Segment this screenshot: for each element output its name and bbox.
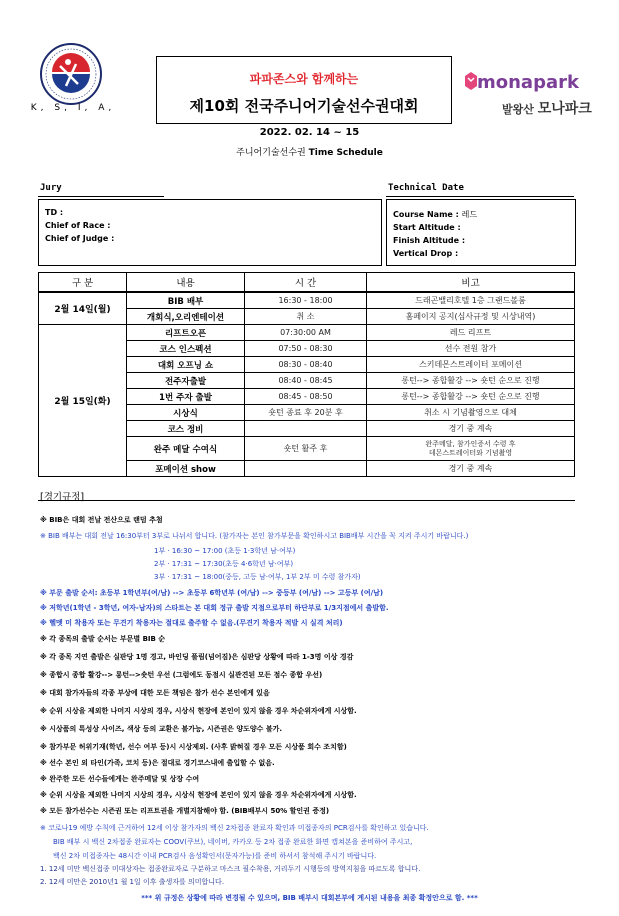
row-event: 리프트오픈	[127, 325, 245, 341]
rule-item: ※ BIB은 대회 전날 전산으로 랜덤 추첨	[40, 516, 163, 524]
row-note: 롱턴--> 종합활강 --> 숏턴 순으로 진행	[367, 389, 575, 405]
covid-notice: BIB 배부 시 백신 2차접종 완료자는 COOV(쿠브), 네이버, 카카오 등 2차 접종 완료한 화면 캡쳐본을 준비하여 주시고,	[53, 838, 413, 846]
monapark-subtitle: 발왕산 모나파크	[502, 101, 592, 117]
schedule-table	[38, 272, 575, 477]
row-note: 스키데몬스트레이터 포메이션	[367, 357, 575, 373]
technical-box	[386, 199, 576, 266]
row-event: 포메이션 show	[127, 461, 245, 477]
row-note: 레드 리프트	[367, 325, 575, 341]
finish-altitude: Finish Altitude :	[393, 236, 466, 245]
rule-item: ※ 참가부문 허위기재(학년, 선수 여부 등)시 시상제외. (사후 밝혀질 경우 모든 시상품 회수 조치함)	[40, 743, 347, 751]
header-time: 시 간	[245, 273, 367, 293]
rule-sub-item: 1부 · 16:30 ~ 17:00 (초등 1·3학년 남·여부)	[154, 547, 296, 555]
row-event: 대회 오프닝 쇼	[127, 357, 245, 373]
row-note: 선수 전원 참가	[367, 341, 575, 357]
covid-notice: 1. 12세 미만 백신접종 미대상자는 접종완료자로 구분하고 마스크 필수착용, 거리두기 시행등의 방역지침을 따르도록 합니다.	[40, 865, 421, 873]
row-time: 08:45 - 08:50	[245, 389, 367, 405]
rule-item: ※ 시상품의 특성상 사이즈, 색상 등의 교환은 불가능, 시즌권은 양도양수 불가.	[40, 725, 283, 733]
row-event: 완주 메달 수여식	[127, 437, 245, 461]
day-1-cell: 2월 14일(월)	[39, 292, 127, 325]
day-2-cell: 2월 15일(화)	[39, 325, 127, 477]
row-time: 취 소	[245, 309, 367, 325]
rule-sub-item: 3부 · 17:31 ~ 18:00(중등, 고등 남·여부, 1부 2부 미 수령 참가자)	[154, 573, 361, 581]
schedule-title: 주니어기술선수권 Time Schedule	[236, 148, 383, 158]
row-event: 개회식,오리엔테이션	[127, 309, 245, 325]
rule-item: ※ 모든 참가선수는 시즌권 또는 리프트권을 개별지참해야 함. (BIB배부시 50% 할인권 증정)	[40, 807, 330, 815]
table-row	[39, 292, 575, 309]
row-note: 완주메달, 참가인증서 수령 후 데몬스트레이터와 기념촬영	[367, 437, 575, 461]
row-time	[245, 461, 367, 477]
row-time: 16:30 - 18:00	[245, 292, 367, 309]
event-date: 2022. 02. 14 ~ 15	[259, 127, 360, 138]
rule-item: ※ 순위 시상을 제외한 나머지 시상의 경우, 시상식 현장에 본인이 있지 않을 경우 차순위자에게 시상함.	[40, 791, 357, 799]
row-event: BIB 배부	[127, 292, 245, 309]
table-header-row	[39, 273, 575, 293]
row-time	[245, 421, 367, 437]
start-altitude: Start Altitude :	[393, 223, 461, 232]
covid-notice: 백신 2차 미접종자는 48시간 이내 PCR검사 음성확인서(문자가능)를 준비 하셔서 참석해 주시기 바랍니다.	[53, 852, 377, 860]
rules-title: [경기규정]	[40, 492, 85, 503]
rule-item: ※ 각 종목 지연 출발은 실판당 1명 경고, 바인딩 풀림(넘어짐)은 심판당 상황에 따라 1-3명 이상 경감	[40, 653, 354, 661]
title-subtitle: 파파존스와 함께하는	[249, 72, 359, 86]
rule-item: ※ 부문 출발 순서: 초등부 1학년부(여/남) --> 초등부 6학년부 (여/남) --> 중등부 (여/남) --> 고등부 (여/남)	[40, 589, 384, 597]
row-event: 전주자출발	[127, 373, 245, 389]
header-category: 구 분	[39, 273, 127, 293]
row-note: 드래곤밸리호텔 1층 그랜드볼룸	[367, 292, 575, 309]
rule-item: ※ 선수 본인 외 타인(가족, 코치 등)은 절대로 경기코스내에 출입할 수 없음.	[40, 759, 275, 767]
rule-item: ※ 대회 참가자들의 각종 부상에 대한 모든 책임은 참가 선수 본인에게 있음	[40, 689, 270, 697]
row-event: 시상식	[127, 405, 245, 421]
header-content: 내용	[127, 273, 245, 293]
row-time: 07:50 - 08:30	[245, 341, 367, 357]
row-event: 1번 주자 출발	[127, 389, 245, 405]
row-note: 경기 중 계속	[367, 421, 575, 437]
title-box	[156, 56, 452, 124]
row-time: 08:30 - 08:40	[245, 357, 367, 373]
rules-underline	[38, 500, 575, 501]
row-note: 취소 시 기념촬영으로 대체	[367, 405, 575, 421]
jury-underline	[38, 196, 164, 197]
technical-label: Technical Date	[388, 183, 464, 193]
row-time: 숏턴 종료 후 20분 후	[245, 405, 367, 421]
row-event: 코스 정비	[127, 421, 245, 437]
course-name: Course Name : 레드	[393, 210, 478, 219]
jury-box	[38, 199, 382, 266]
rule-item: ※ 순위 시상을 제외한 나머지 시상의 경우, 시상식 현장에 본인이 있지 않을 경우 차순위자에게 시상함.	[40, 707, 357, 715]
rule-item: ※ 종합시 종합 활강--> 롱턴-->숏턴 우선 (그럼에도 동점시 실관견된 모든 점수 종합 우선)	[40, 671, 323, 679]
row-note: 롱턴--> 종합활강 --> 숏턴 순으로 진행	[367, 373, 575, 389]
row-time: 07:30:00 AM	[245, 325, 367, 341]
vertical-drop: Vertical Drop :	[393, 249, 459, 258]
page-title: 제10회 전국주니어기술선수권대회	[189, 97, 419, 115]
jury-td: TD :	[45, 208, 64, 217]
table-row	[39, 325, 575, 341]
row-event: 코스 인스펙션	[127, 341, 245, 357]
rule-item: ※ 완주한 모든 선수들에게는 완주메달 및 상장 수여	[40, 775, 200, 783]
row-note: 홈페이지 공지(심사규정 및 시상내역)	[367, 309, 575, 325]
final-notice: *** 위 규정은 상황에 따라 변경될 수 있으며, BIB 배부시 대회본부에 게시된 내용을 최종 확정안으로 함. ***	[141, 894, 478, 902]
row-time: 08:40 - 08:45	[245, 373, 367, 389]
row-time: 숏턴 활주 후	[245, 437, 367, 461]
rule-item: ※ 헬멧 미 착용자 또는 무견기 착용자는 절대로 출주할 수 없음.(무견기 착용자 적발 시 실격 처리)	[40, 619, 343, 627]
covid-notice: ※ 코로나19 예방 수칙에 근거하여 12세 이상 참가자의 백신 2차접종 완료자 확인과 미접종자의 PCR검사를 확인하고 있습니다.	[40, 824, 429, 832]
rule-sub-item: 2부 · 17:31 ~ 17:30(초등 4·6학년 남·여부)	[154, 560, 294, 568]
covid-notice: 2. 12세 미만은 2010년1 월 1일 이후 출생자를 의미합니다.	[40, 878, 225, 886]
ksia-text: K, S, I, A,	[30, 103, 116, 113]
jury-label: Jury	[40, 183, 62, 193]
rule-item: ※ 저학년(1학년 - 3학년, 여자-남자)의 스타트는 본 대회 정규 출발 지점으로부터 하단부로 1/3지점에서 출발함.	[40, 604, 389, 612]
jury-chief-judge: Chief of Judge :	[45, 234, 115, 243]
row-note: 경기 중 계속	[367, 461, 575, 477]
technical-underline	[386, 196, 574, 197]
rule-item: ※ BIB 배부는 대회 전날 16:30부터 3부로 나뉘서 합니다. (참가자는 본인 참가부문을 확인하시고 BIB배부 시간을 꼭 지켜 주시기 바랍니다.)	[40, 532, 469, 540]
rule-item: ※ 각 종목의 출발 순서는 부문별 BIB 순	[40, 635, 166, 643]
header-note: 비고	[367, 273, 575, 293]
jury-chief-race: Chief of Race :	[45, 221, 111, 230]
monapark-logo-text: monapark	[477, 72, 579, 93]
